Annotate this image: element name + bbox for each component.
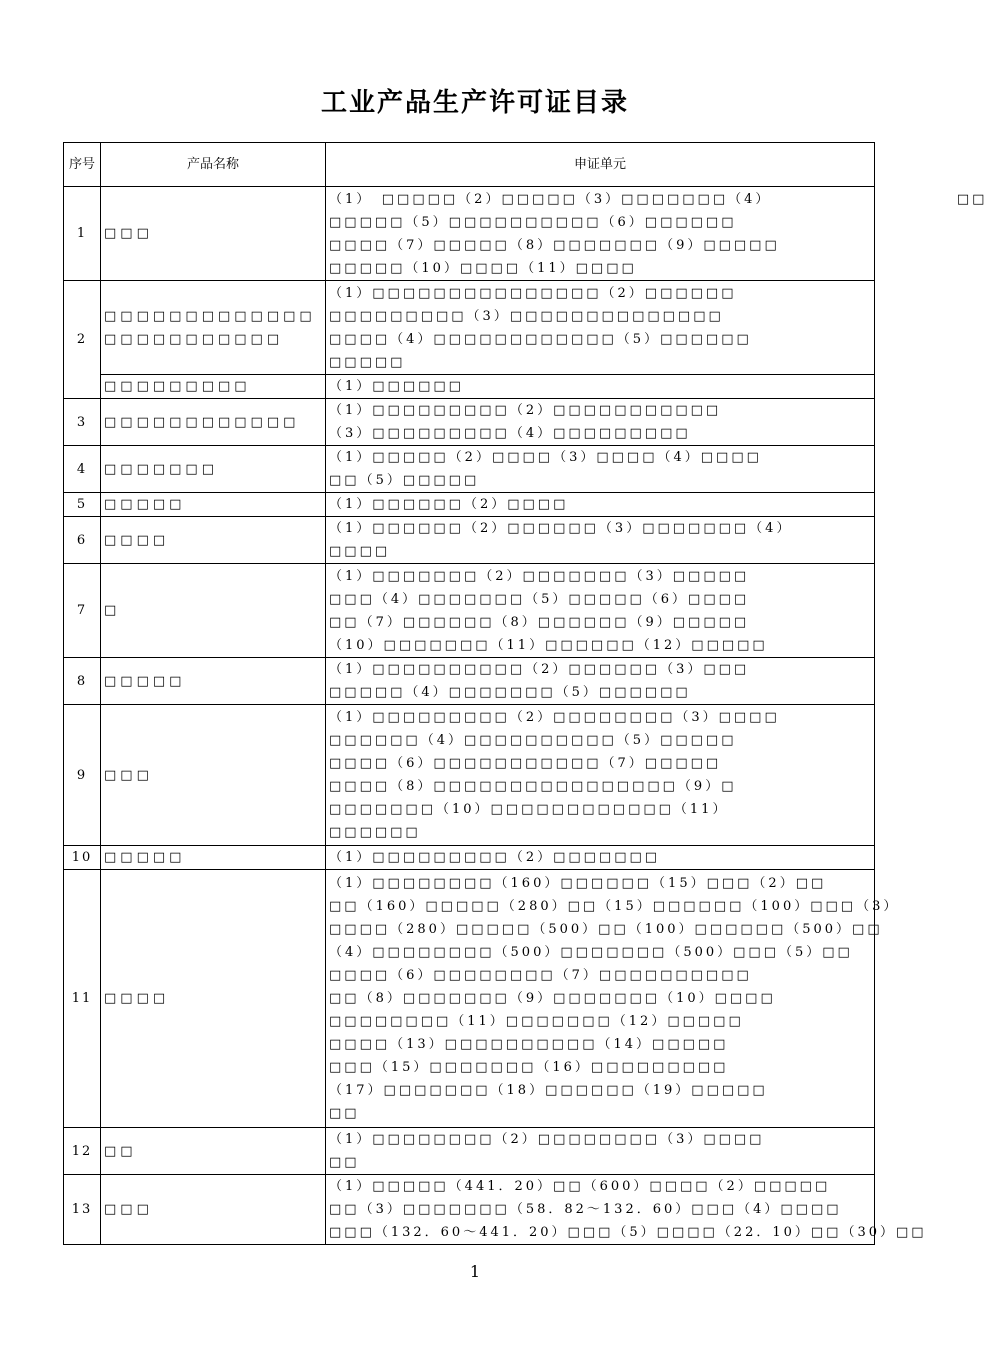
row-units [326,846,875,870]
unit-line: □□（160）□□□□□（280）□□（15）□□□□□□（100）□□□（3） [329,899,900,914]
unit-line: □□ [329,1155,360,1170]
row-no: 7 [64,564,101,658]
unit-line: （1） □□□□□（2）□□□□□（3）□□□□□□□（4） □□ [329,191,987,207]
unit-line: （1）□□□□□□□□□（2）□□□□□□□□（3）□□□□ [329,710,780,725]
row-product-name: □□□ [101,187,326,281]
unit-line: □□（8）□□□□□□□（9）□□□□□□□（10）□□□□ [329,991,776,1006]
row-no: 10 [64,846,101,870]
unit-line: （1）□□□□□□□□□□（2）□□□□□□（3）□□□ [329,662,750,677]
unit-line: □□□□（7）□□□□□（8）□□□□□□□（9）□□□□□ [329,237,780,253]
table-row [64,517,875,564]
table-row [64,846,875,870]
row-no: 13 [64,1175,101,1245]
row-units [326,375,875,399]
row-product-name: □□□□□□□□□□□□□□□□□□□□□□□□ [101,281,326,375]
unit-line: □□（3）□□□□□□□（58．82～132．60）□□□（4）□□□□ [329,1202,842,1217]
row-units [326,493,875,517]
table-row [64,187,875,281]
unit-line: （1）□□□□□□□□□□□□□□□（2）□□□□□□ [329,285,737,301]
unit-line: □□□（4）□□□□□□□（5）□□□□□（6）□□□□ [329,591,750,607]
unit-line: □□□□□□□□□（3）□□□□□□□□□□□□□□ [329,308,724,324]
unit-line: □□□□（6）□□□□□□□□□□□（7）□□□□□ [329,756,722,771]
row-product-name: □□□□□ [101,493,326,517]
unit-line: （1）□□□□□□ [329,379,464,394]
unit-line: □□□□□（4）□□□□□□□（5）□□□□□□ [329,685,691,700]
table-row [64,705,875,846]
table-row [64,281,875,375]
table-row [64,564,875,658]
unit-line: □□□□ [329,544,391,559]
table-row [64,1128,875,1175]
row-no: 9 [64,705,101,846]
row-product-name: □□□□□□□□□ [101,375,326,399]
unit-line: □□□□（8）□□□□□□□□□□□□□□□□（9）□ [329,779,737,794]
unit-line: □□□□（6）□□□□□□□□（7）□□□□□□□□□□ [329,968,752,983]
table-header-row [64,143,875,187]
unit-line: □□（7）□□□□□□（8）□□□□□□（9）□□□□□ [329,614,750,630]
unit-line: □□□□（13）□□□□□□□□□□（14）□□□□□ [329,1037,729,1052]
row-units [326,564,875,658]
page-number: 1 [469,1262,481,1281]
unit-line: □□□□□□（4）□□□□□□□□□□（5）□□□□□ [329,733,737,748]
row-product-name: □□□□□□□ [101,446,326,493]
unit-line: （17）□□□□□□□（18）□□□□□□（19）□□□□□ [329,1083,768,1098]
row-units [326,517,875,564]
unit-line: □□□□□（10）□□□□（11）□□□□ [329,260,637,276]
row-product-name: □ [101,564,326,658]
unit-line: （1）□□□□□□（2）□□□□□□（3）□□□□□□□（4） [329,521,793,536]
row-no: 2 [64,281,101,399]
unit-line: □□□（15）□□□□□□□（16）□□□□□□□□□ [329,1060,729,1075]
unit-line: （1）□□□□□（2）□□□□（3）□□□□（4）□□□□ [329,450,762,465]
unit-line: （1）□□□□□□（2）□□□□ [329,497,569,512]
unit-line: （10）□□□□□□□（11）□□□□□□（12）□□□□□ [329,637,768,653]
page-title: 工业产品生产许可证目录 [320,88,629,118]
row-product-name: □□□ [101,1175,326,1245]
unit-line: □□□□□□□（10）□□□□□□□□□□□□（11） [329,802,729,817]
table-row [64,658,875,705]
row-no: 11 [64,870,101,1128]
row-no: 3 [64,399,101,446]
unit-line: （1）□□□□□□□□（2）□□□□□□□□（3）□□□□ [329,1132,765,1147]
unit-line: □□□□（4）□□□□□□□□□□□□（5）□□□□□□ [329,331,752,347]
unit-line: （1）□□□□□□□□（160）□□□□□□（15）□□□（2）□□ [329,876,827,891]
row-product-name: □□□ [101,705,326,846]
unit-line: （1）□□□□□□□（2）□□□□□□□（3）□□□□□ [329,568,750,584]
table-row [64,375,875,399]
row-units [326,281,875,375]
row-no: 8 [64,658,101,705]
unit-line: □□□□□（5）□□□□□□□□□□（6）□□□□□□ [329,214,737,230]
table-row [64,870,875,1128]
table-row [64,493,875,517]
unit-line: （1）□□□□□（441．20）□□（600）□□□□（2）□□□□□ [329,1179,831,1194]
unit-line: （1）□□□□□□□□□（2）□□□□□□□ [329,850,661,865]
header-no: 序号 [64,143,101,187]
header-product-name: 产品名称 [101,143,326,187]
row-units [326,658,875,705]
row-no: 6 [64,517,101,564]
unit-line: □□□□（280）□□□□□（500）□□（100）□□□□□□（500）□□ [329,922,883,937]
unit-line: □□□□□□□□（11）□□□□□□□（12）□□□□□ [329,1014,744,1029]
product-catalog-table [63,142,987,1245]
unit-line: □□□（132．60～441．20）□□□（5）□□□□（22．10）□□（30）□□ [329,1225,927,1240]
row-product-name: □□□□ [101,870,326,1128]
table-row [64,446,875,493]
row-no: 5 [64,493,101,517]
row-product-name: □□□□□ [101,658,326,705]
row-units [326,1128,875,1175]
row-product-name: □□□□□□□□□□□□ [101,399,326,446]
table-row [64,1175,875,1245]
header-units: 申证单元 [326,143,875,187]
row-no: 1 [64,187,101,281]
unit-line: （1）□□□□□□□□□（2）□□□□□□□□□□□ [329,403,722,418]
row-no: 4 [64,446,101,493]
row-units [326,705,875,846]
unit-line: （4）□□□□□□□□（500）□□□□□□□（500）□□□（5）□□ [329,945,853,960]
row-units [326,187,987,281]
unit-line: □□（5）□□□□□ [329,473,480,488]
row-units [326,399,875,446]
unit-line: □□□□□□ [329,825,421,840]
row-product-name: □□□□ [101,517,326,564]
table-row [64,399,875,446]
unit-line: （3）□□□□□□□□□（4）□□□□□□□□□ [329,426,691,441]
row-product-name: □□□□□ [101,846,326,870]
row-no: 12 [64,1128,101,1175]
row-units [326,870,900,1128]
row-product-name: □□ [101,1128,326,1175]
unit-line: □□ [329,1106,360,1121]
row-units [326,1175,927,1245]
unit-line: □□□□□ [329,354,406,370]
row-units [326,446,875,493]
